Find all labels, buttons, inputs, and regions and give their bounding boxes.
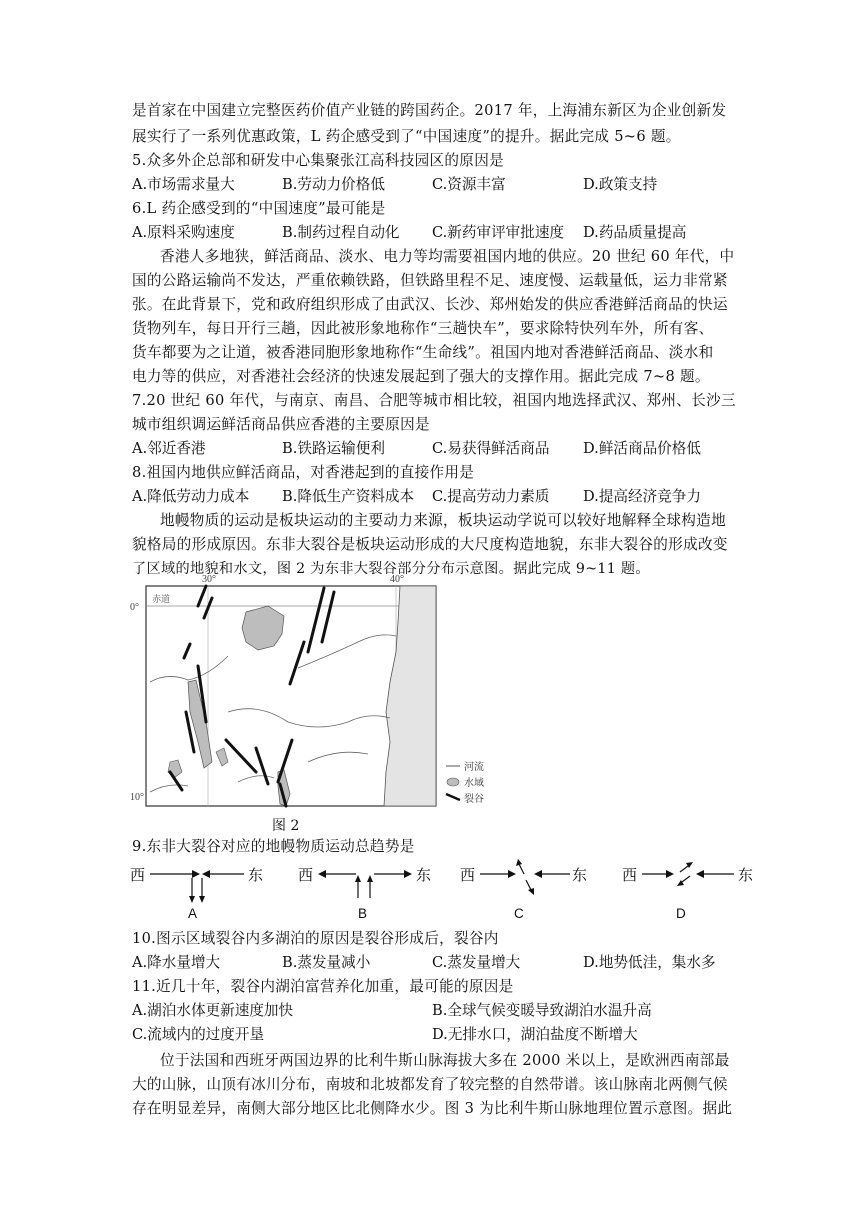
question-5-stem: 5.众多外企总部和研发中心集聚张江高科技园区的原因是: [132, 152, 504, 169]
q6-option-c: C.新药审评审批速度: [432, 224, 565, 241]
q11-option-a: A.湖泊水体更新速度加快: [132, 1002, 294, 1019]
q10-option-b: B.蒸发量减小: [282, 954, 371, 971]
west-label: 西: [460, 866, 476, 884]
question-9-stem: 9.东非大裂谷对应的地幔物质运动总趋势是: [132, 838, 415, 855]
east-label: 东: [572, 866, 588, 884]
passage-line: 大的山脉，山顶有冰川分布，南坡和北坡都发育了较完整的自然带谱。该山脉南北两侧气候: [132, 1076, 728, 1093]
west-label: 西: [622, 866, 638, 884]
question-7-stem: 城市组织调运鲜活商品供应香港的主要原因是: [132, 416, 430, 433]
question-8-stem: 8.祖国内地供应鲜活商品，对香港起到的直接作用是: [132, 464, 475, 481]
question-10-stem: 10.图示区域裂谷内多湖泊的原因是裂谷形成后，裂谷内: [132, 930, 499, 947]
q11-option-d: D.无排水口，湖泊盐度不断增大: [432, 1026, 638, 1043]
q9-option-d-diagram: [622, 858, 762, 922]
passage-line: 电力等的供应，对香港社会经济的快速发展起到了强大的支撑作用。据此完成 7~8 题。: [132, 368, 710, 385]
q8-option-c: C.提高劳动力素质: [432, 488, 550, 505]
lon-40-label: 40°: [390, 574, 404, 585]
lat-10-label: 10°: [130, 792, 144, 803]
q7-option-a: A.邻近香港: [132, 440, 206, 457]
q5-option-b: B.劳动力价格低: [282, 176, 385, 193]
q7-option-b: B.铁路运输便利: [282, 440, 385, 457]
q5-option-c: C.资源丰富: [432, 176, 506, 193]
q11-option-c: C.流域内的过度开垦: [132, 1026, 265, 1043]
q6-option-a: A.原料采购速度: [132, 224, 235, 241]
q9-label-c: C: [514, 906, 524, 921]
passage-line: 货车都要为之让道，被香港同胞形象地称作“生命线”。祖国内地对香港鲜活商品、淡水和: [132, 344, 714, 361]
q9-label-b: B: [358, 906, 368, 921]
passage-line: 存在明显差异，南侧大部分地区比北侧降水少。图 3 为比利牛斯山脉地理位置示意图。据此: [132, 1100, 733, 1117]
question-6-stem: 6.L 药企感受到的“中国速度”最可能是: [132, 200, 386, 217]
legend-river-label: 河流: [464, 762, 484, 773]
east-label: 东: [248, 866, 264, 884]
east-label: 东: [416, 866, 432, 884]
question-7-stem: 7.20 世纪 60 年代，与南京、南昌、合肥等城市相比较，祖国内地选择武汉、郑州、长沙三: [132, 392, 736, 409]
legend-rift-label: 裂谷: [464, 794, 484, 805]
q11-option-b: B.全球气候变暖导致湖泊水温升高: [432, 1002, 652, 1019]
legend-rift-swatch: [446, 794, 460, 800]
passage-line: 位于法国和西班牙两国边界的比利牛斯山脉海拔大多在 2000 米以上，是欧洲西南部最: [160, 1052, 730, 1069]
q9-option-a-diagram: [130, 858, 270, 922]
q9-label-d: D: [676, 906, 686, 921]
passage-line: 是首家在中国建立完整医药价值产业链的跨国药企。2017 年，上海浦东新区为企业创新发: [132, 102, 727, 119]
passage-line: 地幔物质的运动是板块运动的主要动力来源，板块运动学说可以较好地解释全球构造地: [160, 512, 726, 529]
q10-option-a: A.降水量增大: [132, 954, 221, 971]
lat-0-label: 0°: [130, 602, 139, 613]
passage-line: 香港人多地狭，鲜活商品、淡水、电力等均需要祖国内地的供应。20 世纪 60 年代，中: [160, 248, 735, 265]
east-label: 东: [738, 866, 754, 884]
q8-option-d: D.提高经济竞争力: [583, 488, 701, 505]
rift-valley-map: [128, 572, 508, 838]
figure-2-caption: 图 2: [272, 818, 300, 834]
passage-line: 貌格局的形成原因。东非大裂谷是板块运动形成的大尺度构造地貌，东非大裂谷的形成改变: [132, 536, 728, 553]
passage-line: 了区域的地貌和水文，图 2 为东非大裂谷部分分布示意图。据此完成 9~11 题。: [132, 561, 650, 577]
question-11-stem: 11.近几十年，裂谷内湖泊富营养化加重，最可能的原因是: [132, 978, 514, 995]
q5-option-d: D.政策支持: [583, 176, 658, 193]
q9-option-b-diagram: [298, 858, 438, 922]
q9-option-c-diagram: [460, 858, 600, 922]
lon-30-label: 30°: [202, 574, 216, 585]
q6-option-d: D.药品质量提高: [583, 224, 687, 241]
passage-line: 国的公路运输尚不发达，严重依赖铁路，但铁路里程不足、速度慢、运载量低，运力非常紧: [132, 272, 728, 289]
legend-water-label: 水域: [464, 778, 484, 789]
q6-option-b: B.制药过程自动化: [282, 224, 400, 241]
q10-option-d: D.地势低洼，集水多: [583, 954, 716, 971]
q8-option-b: B.降低生产资料成本: [282, 488, 415, 505]
q7-option-d: D.鲜活商品价格低: [583, 440, 701, 457]
passage-line: 货物列车，每日开行三趟，因此被形象地称作“三趟快车”，要求除特快列车外，所有客、: [132, 320, 714, 337]
west-label: 西: [130, 866, 146, 884]
q9-label-a: A: [188, 906, 198, 921]
legend-water-swatch: [447, 778, 459, 786]
west-label: 西: [298, 866, 314, 884]
q7-option-c: C.易获得鲜活商品: [432, 440, 550, 457]
passage-line: 张。在此背景下，党和政府组织形成了由武汉、长沙、郑州始发的供应香港鲜活商品的快运: [132, 296, 728, 313]
equator-label: 赤道: [152, 594, 171, 604]
q5-option-a: A.市场需求量大: [132, 176, 235, 193]
q8-option-a: A.降低劳动力成本: [132, 488, 250, 505]
q10-option-c: C.蒸发量增大: [432, 954, 521, 971]
passage-line: 展实行了一系列优惠政策，L 药企感受到了“中国速度”的提升。据此完成 5~6 题。: [132, 128, 681, 145]
